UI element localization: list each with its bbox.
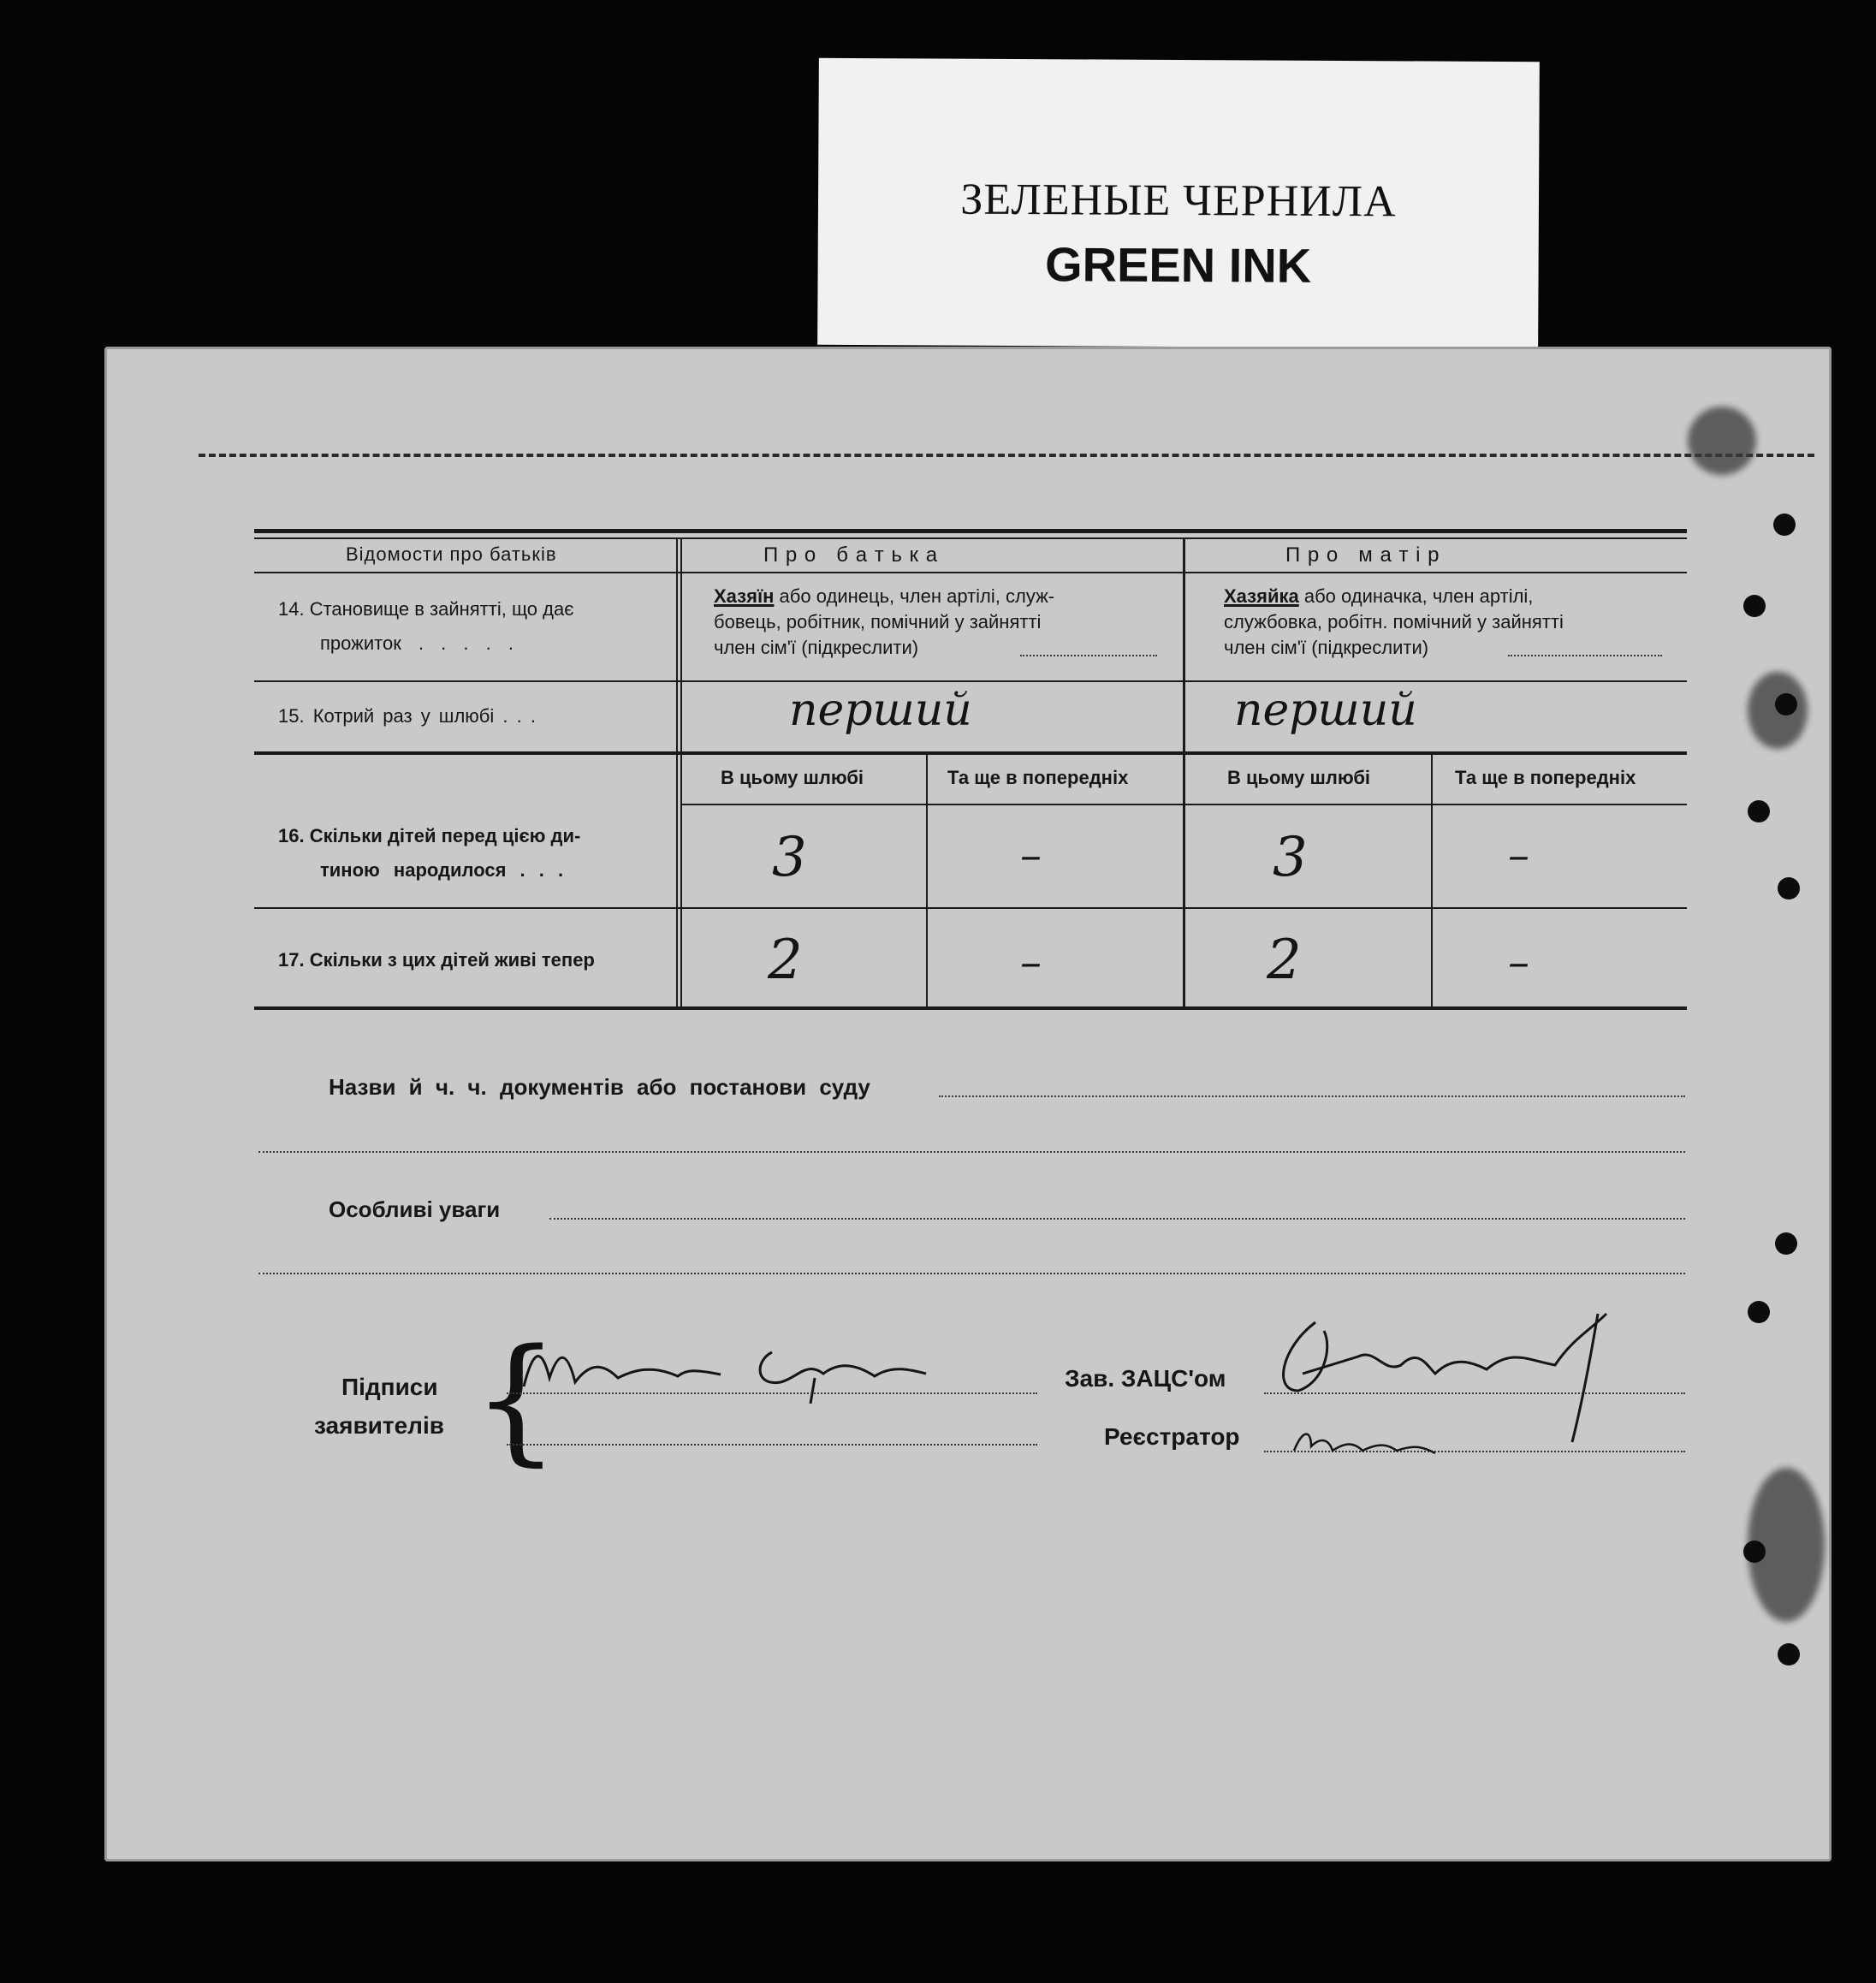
binding-hole bbox=[1778, 1643, 1800, 1665]
row15-father-value: перший bbox=[789, 685, 972, 736]
header-about-father: П р о б а т ь к а bbox=[763, 543, 939, 567]
row14-mother-fill-line bbox=[1508, 655, 1662, 656]
registrar-signature bbox=[1285, 1421, 1474, 1464]
row14-mother-line2: службовка, робітн. помічний у зайнятті bbox=[1224, 611, 1564, 632]
header-about-mother: П р о м а т і р bbox=[1285, 543, 1440, 567]
row14-label-line1: 14. Становище в зайнятті, що дає bbox=[278, 598, 574, 620]
father-employment-selected: Хазяїн bbox=[714, 585, 775, 607]
subheader-mother-current: В цьому шлюбі bbox=[1227, 767, 1371, 788]
label-english-text: GREEN INK bbox=[1044, 237, 1312, 293]
applicant-signature-line-2 bbox=[507, 1444, 1037, 1446]
registrar-label: Реєстратор bbox=[1104, 1423, 1240, 1450]
table-rule bbox=[254, 537, 1687, 539]
binding-hole bbox=[1748, 800, 1770, 822]
table-bottom-rule bbox=[254, 1006, 1687, 1010]
row17-father-current: 2 bbox=[768, 929, 803, 992]
binding-hole bbox=[1743, 1541, 1766, 1563]
row14-father-fill-line bbox=[1020, 655, 1157, 656]
binding-hole bbox=[1748, 1301, 1770, 1323]
row14-father-line2: бовець, робітник, помічний у зайнятті bbox=[714, 611, 1042, 632]
head-label: Зав. ЗАЦС'ом bbox=[1065, 1365, 1226, 1392]
subheader-mother-previous: Та ще в попередніх bbox=[1455, 767, 1636, 788]
binding-hole bbox=[1775, 1232, 1797, 1255]
subheader-father-previous: Та ще в попередніх bbox=[947, 767, 1129, 788]
table-rule bbox=[254, 680, 1687, 682]
row14-label-line2: прожиток . . . . . bbox=[320, 632, 514, 654]
row17-mother-current: 2 bbox=[1267, 929, 1302, 992]
mother-employment-selected: Хазяйка bbox=[1224, 585, 1299, 607]
green-ink-label-card bbox=[817, 58, 1540, 348]
row16-father-current: 3 bbox=[772, 826, 807, 889]
record-sheet bbox=[104, 347, 1831, 1861]
perforation-line bbox=[199, 454, 1814, 457]
remarks-label: Особливі уваги bbox=[329, 1196, 501, 1222]
label-russian-text: ЗЕЛЕНЫЕ ЧЕРНИЛА bbox=[960, 175, 1397, 227]
table-column-rule bbox=[680, 539, 682, 1008]
binding-hole bbox=[1775, 693, 1797, 715]
row17-mother-previous: – bbox=[1508, 937, 1529, 987]
table-column-rule bbox=[676, 539, 678, 1008]
remarks-fill-line bbox=[549, 1218, 1685, 1220]
table-top-rule bbox=[254, 529, 1687, 533]
row15-mother-value: перший bbox=[1234, 685, 1417, 736]
row17-label: 17. Скільки з цих дітей живі тепер bbox=[278, 949, 595, 971]
documents-label: Назви й ч. ч. документів або постанови суду bbox=[329, 1074, 870, 1100]
row16-mother-current: 3 bbox=[1273, 826, 1308, 889]
header-parents-info: Відомости про батьків bbox=[346, 543, 557, 565]
table-column-rule bbox=[926, 755, 928, 1008]
applicants-label-line1: Підписи bbox=[341, 1374, 438, 1400]
table-rule bbox=[254, 751, 1687, 755]
documents-fill-line-2 bbox=[258, 1151, 1685, 1153]
table-rule bbox=[254, 572, 1687, 573]
subheader-father-current: В цьому шлюбі bbox=[721, 767, 864, 788]
applicants-label-line2: заявителів bbox=[314, 1412, 444, 1439]
table-column-rule bbox=[1183, 539, 1185, 1008]
row16-father-previous: – bbox=[1020, 830, 1042, 880]
table-column-rule bbox=[1431, 755, 1433, 1008]
mother-employment-options: або одиначка, член артілі, bbox=[1298, 585, 1534, 607]
remarks-fill-line-2 bbox=[258, 1273, 1685, 1274]
table-rule bbox=[254, 907, 1687, 909]
documents-fill-line bbox=[939, 1095, 1685, 1097]
binding-hole bbox=[1778, 877, 1800, 899]
binding-hole bbox=[1773, 514, 1796, 536]
row14-father-line1 bbox=[714, 582, 1054, 611]
row14-father-line3: член сім'ї (підкреслити) bbox=[714, 637, 919, 658]
row16-mother-previous: – bbox=[1508, 830, 1529, 880]
row17-father-previous: – bbox=[1020, 937, 1042, 987]
signature-brace: { bbox=[472, 1319, 560, 1479]
binding-hole bbox=[1743, 595, 1766, 617]
row14-mother-line3: член сім'ї (підкреслити) bbox=[1224, 637, 1429, 658]
row14-mother-line1 bbox=[1224, 582, 1533, 611]
father-employment-options: або одинець, член артілі, служ- bbox=[774, 585, 1055, 607]
ink-stain bbox=[1688, 407, 1756, 475]
row16-label-line2: тиною народилося . . . bbox=[320, 859, 564, 881]
row16-label-line1: 16. Скільки дітей перед цією ди- bbox=[278, 825, 581, 846]
row15-label: 15. Котрий раз у шлюбі . . . bbox=[278, 705, 536, 727]
applicant-signature-line-1 bbox=[507, 1392, 1037, 1394]
